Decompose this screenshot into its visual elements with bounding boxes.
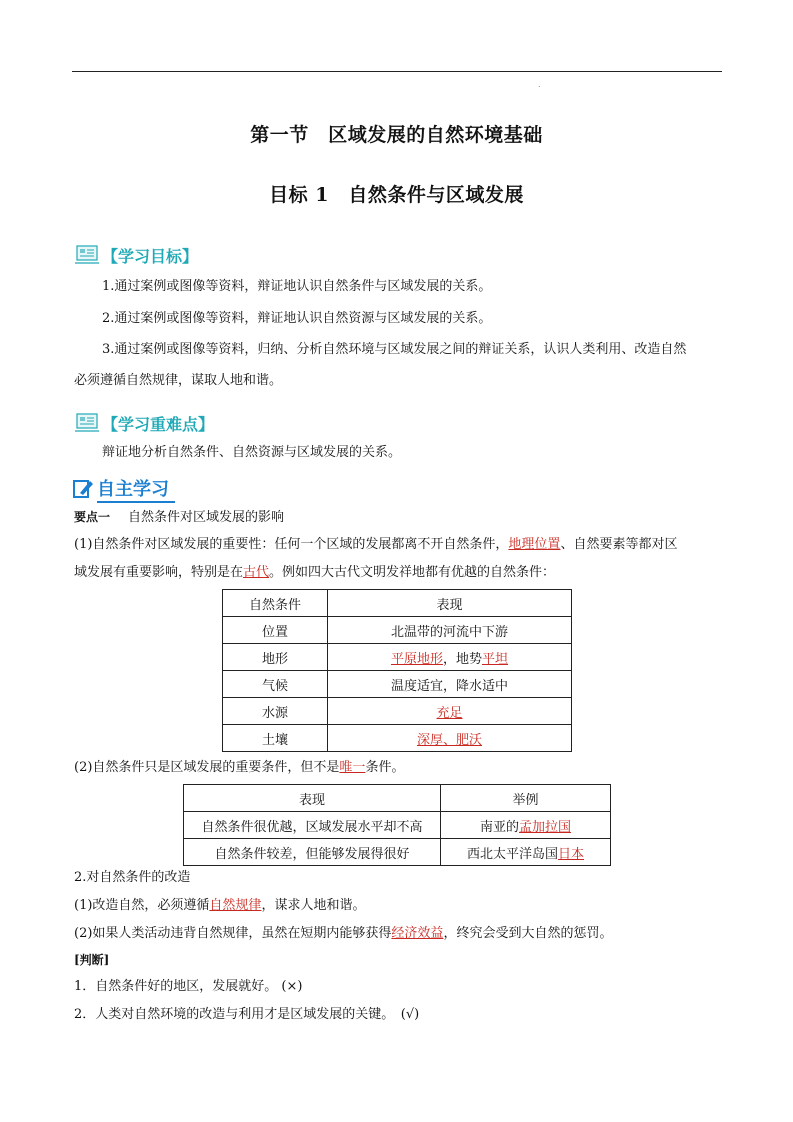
target-title: 目标 1 自然条件与区域发展 — [269, 184, 524, 206]
objective-item-3: 3.通过案例或图像等资料，归纳、分析自然环境与区域发展之间的辩证关系，认识人类利用、改造自然 — [102, 342, 687, 357]
table-row — [223, 617, 572, 644]
table-cell — [328, 725, 572, 752]
cell-text: 西北太平洋岛国 — [466, 846, 558, 862]
p4-line: 2.对自然条件的改造 — [74, 870, 191, 885]
point1-title: 自然条件对区域发展的影响 — [128, 510, 285, 525]
table-cell: 地形 — [223, 644, 328, 671]
p1-line — [74, 535, 677, 555]
p3-line — [74, 758, 404, 778]
cell-keyword: 平坦 — [482, 651, 509, 667]
keypoints-heading — [74, 410, 214, 436]
table-header-cell: 举例 — [441, 785, 611, 812]
p3-text-b: 条件。 — [365, 760, 405, 775]
p6-line — [74, 924, 612, 944]
judge-label: [判断] — [74, 953, 110, 967]
pencil-icon — [72, 477, 94, 499]
section-title: 第一节 区域发展的自然环境基础 — [250, 124, 543, 146]
objectives-heading — [74, 242, 198, 268]
keypoints-heading-label: 【学习重难点】 — [102, 414, 215, 434]
table-row — [223, 725, 572, 752]
table-header-cell: 表现 — [184, 785, 441, 812]
table-header-cell: 自然条件 — [223, 590, 328, 617]
cell-keyword: 充足 — [436, 705, 463, 721]
conditions-table — [222, 589, 572, 752]
cell-keyword: 深厚、肥沃 — [416, 732, 482, 748]
p2-line — [74, 563, 555, 583]
table-cell: 自然条件很优越，区域发展水平却不高 — [184, 812, 441, 839]
table-cell: 水源 — [223, 698, 328, 725]
objective-item-1: 1.通过案例或图像等资料，辩证地认识自然条件与区域发展的关系。 — [102, 279, 492, 294]
objectives-heading-label: 【学习目标】 — [102, 246, 199, 266]
table-header-row — [184, 785, 611, 812]
p6-text-b: ，终究会受到大自然的惩罚。 — [443, 926, 613, 941]
cell-keyword: 孟加拉国 — [519, 819, 572, 835]
header-dot: . — [538, 80, 541, 89]
judge-item-1: 1．自然条件好的地区，发展就好。 (×) — [74, 979, 303, 994]
header-rule — [72, 71, 722, 72]
keypoints-text: 辩证地分析自然条件、自然资源与区域发展的关系。 — [102, 445, 402, 460]
keyword-only: 唯一 — [339, 760, 366, 775]
p5-line — [74, 896, 365, 916]
book-icon — [74, 243, 100, 267]
table-cell: 自然条件较差，但能够发展得很好 — [184, 839, 441, 866]
p2-text-b: 。例如四大古代文明发祥地都有优越的自然条件： — [269, 565, 556, 580]
p2-text-a: 域发展有重要影响，特别是在 — [74, 565, 244, 580]
table-row — [223, 698, 572, 725]
point1-label: 要点一 — [74, 510, 111, 524]
self-study-heading-label: 自主学习 — [97, 475, 169, 501]
table-cell — [328, 671, 572, 698]
p3-text-a: (2)自然条件只是区域发展的重要条件，但不是 — [74, 760, 340, 775]
point1-line — [74, 507, 284, 528]
table-row — [184, 839, 611, 866]
p6-text-a: (2)如果人类活动违背自然规律，虽然在短期内能够获得 — [74, 926, 392, 941]
table-cell: 气候 — [223, 671, 328, 698]
table-row — [223, 644, 572, 671]
examples-table — [183, 784, 611, 866]
table-row — [184, 812, 611, 839]
book-icon — [74, 411, 100, 435]
cell-text: 北温带的河流中下游 — [390, 624, 508, 640]
table-cell — [328, 644, 572, 671]
keyword-ancient: 古代 — [243, 565, 270, 580]
objective-item-2: 2.通过案例或图像等资料，辩证地认识自然资源与区域发展的关系。 — [102, 311, 492, 326]
keyword-natural-law: 自然规律 — [209, 898, 262, 913]
p1-text-a: (1)自然条件对区域发展的重要性：任何一个区域的发展都离不开自然条件， — [74, 537, 509, 552]
p5-text-b: ，谋求人地和谐。 — [261, 898, 366, 913]
p5-text-a: (1)改造自然，必须遵循 — [74, 898, 210, 913]
keyword-economic-benefit: 经济效益 — [391, 926, 444, 941]
table-cell: 土壤 — [223, 725, 328, 752]
objective-item-3-cont: 必须遵循自然规律，谋取人地和谐。 — [74, 373, 283, 388]
self-study-heading — [72, 474, 169, 502]
judge-item-2: 2．人类对自然环境的改造与利用才是区域发展的关键。 (√) — [74, 1007, 420, 1022]
cell-text: 温度适宜，降水适中 — [390, 678, 508, 694]
p1-text-b: 、自然要素等都对区 — [560, 537, 678, 552]
table-cell — [328, 698, 572, 725]
table-header-row — [223, 590, 572, 617]
table-cell — [328, 617, 572, 644]
table-row — [223, 671, 572, 698]
keyword-location: 地理位置 — [508, 537, 561, 552]
table-cell — [441, 812, 611, 839]
cell-text: ，地势 — [442, 651, 482, 667]
table-header-cell: 表现 — [328, 590, 572, 617]
cell-keyword: 日本 — [558, 846, 585, 862]
cell-text: 南亚的 — [479, 819, 519, 835]
cell-keyword: 平原地形 — [390, 651, 443, 667]
table-cell — [441, 839, 611, 866]
table-cell: 位置 — [223, 617, 328, 644]
